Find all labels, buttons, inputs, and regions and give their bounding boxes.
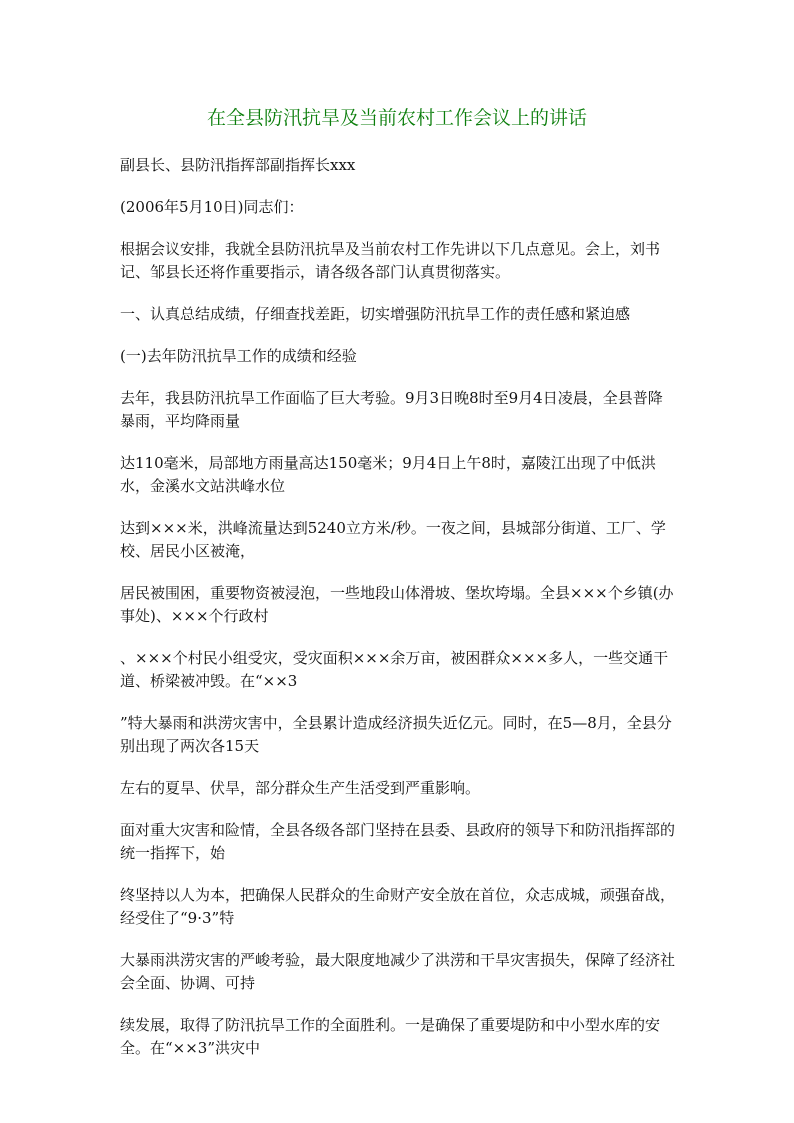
- body-paragraph: 大暴雨洪涝灾害的严峻考验，最大限度地减少了洪涝和干旱灾害损失，保障了经济社会全面、协调、可持: [120, 951, 676, 992]
- document-body: [120, 154, 677, 1079]
- body-paragraph: 面对重大灾害和险情，全县各级各部门坚持在县委、县政府的领导下和防汛指挥部的统一指挥下，始: [120, 821, 676, 862]
- body-paragraph: 终坚持以人为本，把确保人民群众的生命财产安全放在首位，众志成城，顽强奋战，经受住了“9·3”特: [120, 886, 676, 927]
- date-salutation: (2006年5月10日)同志们：: [120, 198, 304, 216]
- body-paragraph: 续发展，取得了防汛抗旱工作的全面胜利。一是确保了重要堤防和中小型水库的安全。在“××3”洪灾中: [120, 1016, 661, 1057]
- document-title: 在全县防汛抗旱及当前农村工作会议上的讲话: [206, 107, 587, 129]
- body-paragraph: ”特大暴雨和洪涝灾害中，全县累计造成经济损失近亿元。同时，在5—8月，全县分别出现了两次各15天: [120, 714, 672, 755]
- body-paragraph: 、×××个村民小组受灾，受灾面积×××余万亩，被困群众×××多人，一些交通干道、桥梁被冲毁。在“××3: [120, 649, 669, 690]
- body-paragraph: 达110毫米，局部地方雨量高达150毫米；9月4日上午8时，嘉陵江出现了中低洪水，金溪水文站洪峰水位: [120, 454, 656, 495]
- body-paragraph: 去年，我县防汛抗旱工作面临了巨大考验。9月3日晚8时至9月4日凌晨，全县普降暴雨，平均降雨量: [120, 389, 663, 430]
- body-paragraph: 居民被围困，重要物资被浸泡，一些地段山体滑坡、堡坎垮塌。全县×××个乡镇(办事处)、×××个行政村: [120, 584, 674, 625]
- subsection-heading: (一)去年防汛抗旱工作的成绩和经验: [120, 347, 357, 365]
- speaker-line: 副县长、县防汛指挥部副指挥长xxx: [120, 156, 356, 174]
- body-paragraph: 根据会议安排，我就全县防汛抗旱及当前农村工作先讲以下几点意见。会上，刘书记、邹县长还将作重要指示，请各级各部门认真贯彻落实。: [120, 240, 661, 281]
- body-paragraph: 左右的夏旱、伏旱，部分群众生产生活受到严重影响。: [120, 779, 481, 797]
- section-heading: 一、认真总结成绩，仔细查找差距，切实增强防汛抗旱工作的责任感和紧迫感: [120, 305, 631, 323]
- body-paragraph: 达到×××米，洪峰流量达到5240立方米/秒。一夜之间，县城部分街道、工厂、学校、居民小区被淹，: [120, 519, 666, 560]
